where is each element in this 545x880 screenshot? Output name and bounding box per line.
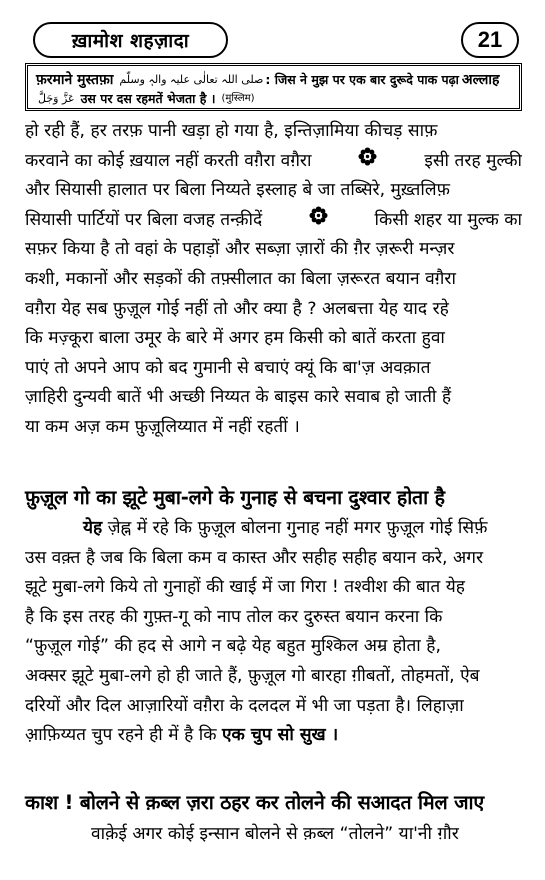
- body-paragraph-2: [25, 514, 522, 751]
- flower-icon: [358, 147, 377, 166]
- text-line: [25, 514, 522, 544]
- flower-icon: [309, 206, 328, 225]
- text-line: अक्सर झूटे मुबा-लगे हो ही जाते हैं, फ़ुज़ूल गो बारहा ग़ीबतों, तोहमतों, ऐब: [25, 665, 480, 686]
- text-line: ज़ाहिरी दुन्यवी बातें भी अच्छी निय्यत के बाइस कारे सवाब हो जाती हैं: [25, 387, 452, 408]
- allah-word: अल्लाह: [461, 72, 500, 88]
- hadith-text-1: : जिस ने मुझ पर एक बार दुरूदे पाक पढ़ा: [265, 72, 459, 87]
- text-line: पाएं तो अपने आप को बद गुमानी से बचाएं क्यूं कि बा'ज़ अवक़ात: [25, 357, 431, 378]
- text-line: [25, 206, 522, 236]
- text-line: वाक़ेई अगर कोई इन्सान बोलने से क़ब्ल “तोलने” या'नी ग़ौर: [91, 824, 459, 844]
- section-heading-2: काश ! बोलने से क़ब्ल ज़रा ठहर कर तोलने की सआदत मिल जाए: [25, 791, 484, 814]
- salutation-arabic: صلی اللہ تعالٰی علیہ والہٖ وسلّم: [119, 73, 264, 86]
- hadith-heading: फ़रमाने मुस्तफ़ा: [36, 72, 114, 88]
- text-line: दरियों और दिल आज़ारियों वग़ैरा के दलदल में भी जा पड़ता है। लिहाज़ा: [25, 695, 464, 716]
- text-line: झूटे मुबा-लगे किये तो गुनाहों की खाई में जा गिरा ! तश्वीश की बात येह: [25, 577, 465, 598]
- text-line: है कि इस तरह की गुफ़्त-गू को नाप तोल कर दुरुस्त बयान करना कि: [25, 606, 443, 627]
- text-segment: किसी शहर या मुल्क का: [374, 209, 522, 230]
- body-paragraph-3: [25, 820, 522, 850]
- text-line: हो रही हैं, हर तरफ़ पानी खड़ा हो गया है, इन्तिज़ामिया कीचड़ साफ़: [25, 121, 438, 141]
- text-segment: आ़फ़िय्यत चुप रहने ही में है कि: [25, 725, 217, 746]
- text-line: कशी, मकानों और सड़कों की तफ़्सीलात का बिला ज़रूरत बयान वग़ैरा: [25, 268, 456, 289]
- azza-wajal-arabic: عَزَّ وَجَلَّ: [38, 92, 75, 105]
- text-line: और सियासी हालात पर बिला निय्यते इस्लाह बे जा तब्सिरे, मुख़्तलिफ़: [25, 180, 450, 201]
- hadith-source: (मुस्लिम): [221, 93, 255, 104]
- text-line: [25, 147, 522, 177]
- text-segment-bold: एक चुप सो सुख ।: [222, 725, 339, 746]
- text-segment-bold: येह: [83, 518, 103, 538]
- text-line: “फ़ुज़ूल गोई” की हद से आगे न बढ़े येह बहुत मुश्किल अम्र होता है,: [25, 636, 441, 657]
- hadith-line-2: [36, 90, 511, 108]
- hadith-box: [25, 63, 522, 111]
- page-number: 21: [461, 22, 519, 58]
- text-line: या कम अज़ कम फ़ुज़ूलिय्यात में नहीं रहतीं ।: [25, 416, 300, 437]
- hadith-text-2: उस पर दस रहमतें भेजता है ।: [80, 91, 216, 106]
- text-line: वग़ैरा येह सब फ़ुज़ूल गोई नहीं तो और क्या है ? अलबत्ता येह याद रहे: [25, 298, 449, 319]
- body-paragraph-1: [25, 117, 522, 443]
- text-segment: ज़ेह्न में रहे कि फ़ुज़ूल बोलना गुनाह नहीं मगर फ़ुज़ूल गोई सिर्फ़: [107, 518, 488, 538]
- book-title: ख़ामोश शहज़ादा: [33, 22, 228, 58]
- text-segment: करवाने का कोई ख़याल नहीं करती वग़ैरा वग़ैरा: [25, 150, 312, 171]
- text-segment: इसी तरह मुल्की: [424, 150, 522, 171]
- section-heading-1: फ़ुज़ूल गो का झूटे मुबा-लगे के गुनाह से बचना दुश्वार होता है: [25, 486, 445, 509]
- text-line: सफ़र किया है तो वहां के पहाड़ों और सब्ज़ा ज़ारों की ग़ैर ज़रूरी मन्ज़र: [25, 239, 455, 260]
- text-line: उस वक़्त है जब कि बिला कम व कास्त और सहीह सहीह बयान करे, अगर: [25, 547, 484, 568]
- hadith-line-1: [36, 70, 511, 90]
- text-line: कि मज़्कूरा बाला उमूर के बारे में अगर हम किसी को बातें करता हुवा: [25, 328, 445, 349]
- text-line: [25, 721, 522, 751]
- text-segment: सियासी पार्टियों पर बिला वजह तन्क़ीदें: [25, 209, 263, 230]
